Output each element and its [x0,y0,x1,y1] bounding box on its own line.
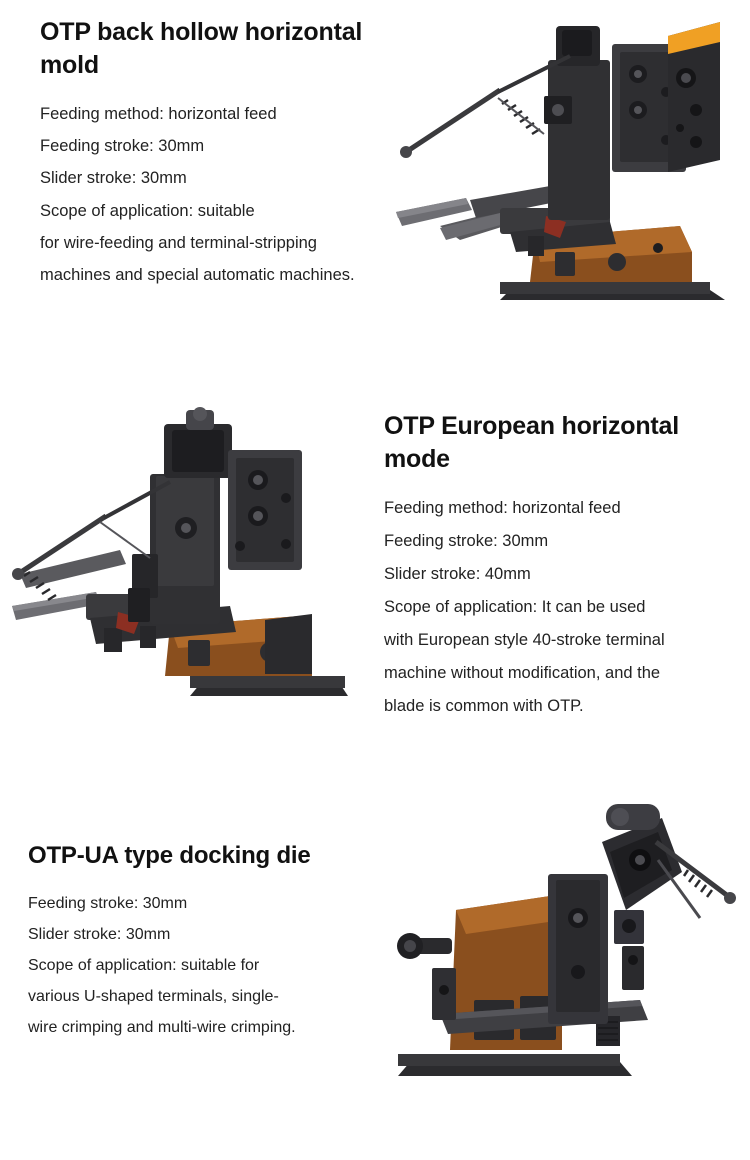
spec-line: various U-shaped terminals, single- [28,988,279,1006]
spec-line: blade is common with OTP. [384,697,584,715]
section-1-text-column [40,16,400,291]
spec-line: with European style 40-stroke terminal [384,631,665,649]
spec-line: Feeding stroke: 30mm [40,137,205,156]
page-title: OTP-UA type docking die [28,842,311,869]
spec-line: machines and special automatic machines. [40,265,355,284]
spec-line: wire crimping and multi-wire crimping. [28,1019,296,1037]
product-image-otp-back-hollow [380,0,750,320]
spec-line: Slider stroke: 40mm [384,565,531,583]
product-image-otp-european [0,388,380,718]
product-section-otp-european [0,380,750,800]
spec-line: Scope of application: suitable [40,201,255,220]
spec-line: machine without modification, and the [384,664,661,682]
spec-line: Feeding method: horizontal feed [40,105,277,123]
spec-line: Scope of application: It can be used [384,598,646,616]
spec-line: Feeding method: horizontal feed [384,499,621,517]
spec-line: Feeding stroke: 30mm [384,532,549,550]
page-title: OTP European horizontal mode [384,412,679,473]
spec-line: Slider stroke: 30mm [28,925,171,943]
spec-line: Scope of application: suitable for [28,957,260,975]
section-2-text-column [384,410,729,723]
product-image-otp-ua-docking-die [370,800,750,1100]
product-section-otp-ua-docking-die [0,800,750,1160]
spec-line: Slider stroke: 30mm [40,169,187,188]
page-title: OTP back hollow horizontal mold [40,18,363,79]
section-3-text-column [28,840,373,1044]
spec-line: Feeding stroke: 30mm [28,894,188,912]
product-section-otp-back-hollow [0,0,750,380]
spec-line: for wire-feeding and terminal-stripping [40,233,317,252]
